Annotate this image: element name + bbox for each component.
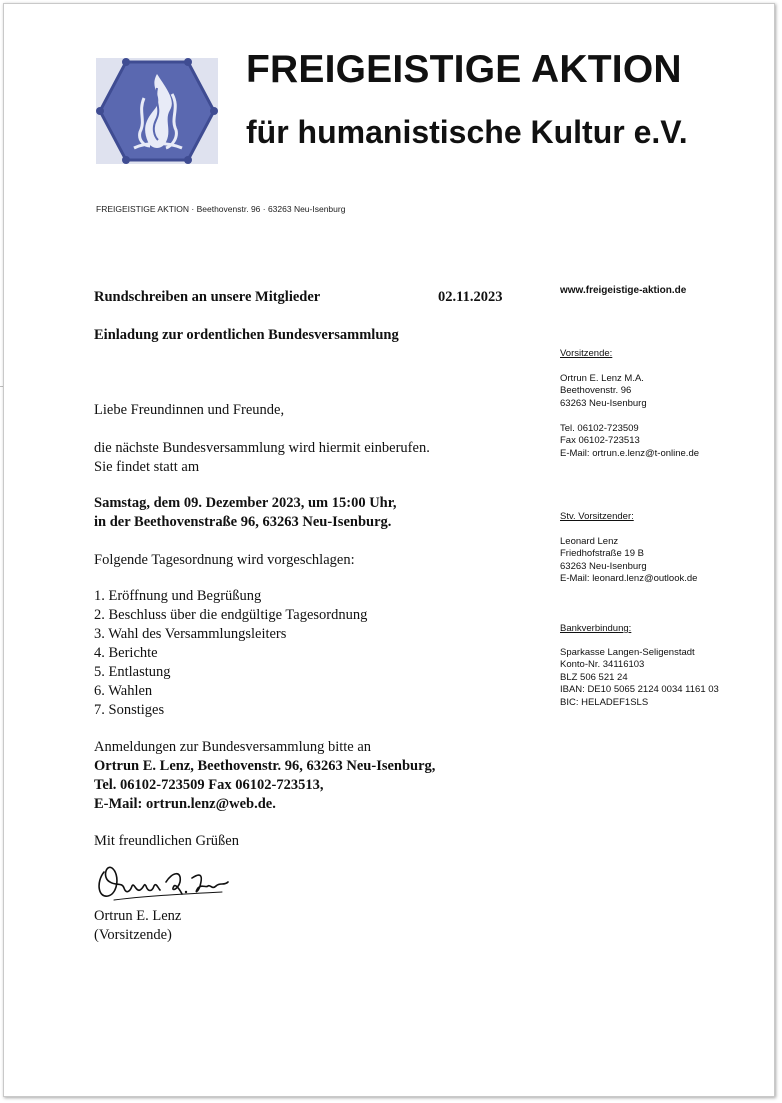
chair-address xyxy=(560,373,647,410)
bank-details xyxy=(560,647,719,709)
intro-line-1: die nächste Bundesversammlung wird hiermit einberufen. xyxy=(94,440,430,456)
registration-email: E-Mail: ortrun.lenz@web.de. xyxy=(94,796,276,812)
bank-line: Konto-Nr. 34116103 xyxy=(560,659,645,671)
registration-intro: Anmeldungen zur Bundesversammlung bitte an xyxy=(94,739,372,755)
meeting-location-line: in der Beethovenstraße 96, 63263 Neu-Isenburg. xyxy=(94,514,392,530)
letter-subject: Rundschreiben an unsere Mitglieder xyxy=(94,289,321,305)
closing: Mit freundlichen Grüßen xyxy=(94,833,239,849)
registration-phone: Tel. 06102-723509 Fax 06102-723513, xyxy=(94,777,324,793)
chair-line: Beethovenstr. 96 xyxy=(560,385,632,397)
agenda-item: 5. Entlastung xyxy=(94,664,171,680)
chair-fax: Fax 06102-723513 xyxy=(560,435,640,447)
agenda-item: 3. Wahl des Versammlungsleiters xyxy=(94,626,287,642)
bank-line: IBAN: DE10 5065 2124 0034 1161 03 xyxy=(560,684,719,696)
registration-address: Ortrun E. Lenz, Beethovenstr. 96, 63263 Neu-Isenburg, xyxy=(94,758,436,774)
hexagon-flame-logo-icon xyxy=(96,58,218,164)
chair-heading: Vorsitzende: xyxy=(560,348,613,359)
chair-line: Ortrun E. Lenz M.A. xyxy=(560,373,644,384)
chair-contact xyxy=(560,423,699,460)
signer-name: Ortrun E. Lenz xyxy=(94,908,182,924)
meeting-date-line: Samstag, dem 09. Dezember 2023, um 15:00 Uhr, xyxy=(94,495,397,511)
letter-heading: Einladung zur ordentlichen Bundesversammlung xyxy=(94,327,399,343)
chair-phone: Tel. 06102-723509 xyxy=(560,423,639,434)
deputy-heading: Stv. Vorsitzender: xyxy=(560,511,634,522)
agenda-item: 7. Sonstiges xyxy=(94,702,165,718)
agenda-item: 4. Berichte xyxy=(94,645,158,661)
deputy-address xyxy=(560,536,697,586)
deputy-line: 63263 Neu-Isenburg xyxy=(560,560,647,572)
bank-line: Sparkasse Langen-Seligenstadt xyxy=(560,647,695,658)
organization-title: FREIGEISTIGE AKTION xyxy=(246,48,682,91)
signer-role: (Vorsitzende) xyxy=(94,927,172,943)
agenda-intro: Folgende Tagesordnung wird vorgeschlagen: xyxy=(94,552,355,568)
agenda-item: 1. Eröffnung und Begrüßung xyxy=(94,588,262,604)
salutation: Liebe Freundinnen und Freunde, xyxy=(94,402,285,418)
agenda-list xyxy=(94,587,367,720)
agenda-item: 6. Wahlen xyxy=(94,683,153,699)
agenda-item: 2. Beschluss über die endgültige Tagesordnung xyxy=(94,607,368,623)
sender-line: FREIGEISTIGE AKTION · Beethovenstr. 96 · 63263 Neu-Isenburg xyxy=(96,204,346,214)
chair-line: 63263 Neu-Isenburg xyxy=(560,397,647,409)
chair-email: E-Mail: ortrun.e.lenz@t-online.de xyxy=(560,447,700,459)
intro-line-2: Sie findet statt am xyxy=(94,459,200,475)
letter-date: 02.11.2023 xyxy=(438,289,503,305)
deputy-line: E-Mail: leonard.lenz@outlook.de xyxy=(560,573,698,585)
bank-line: BLZ 506 521 24 xyxy=(560,671,628,683)
deputy-line: Friedhofstraße 19 B xyxy=(560,548,644,560)
handwritten-signature-icon xyxy=(94,852,234,908)
organization-subtitle: für humanistische Kultur e.V. xyxy=(246,114,688,150)
website-link[interactable]: www.freigeistige-aktion.de xyxy=(560,285,687,296)
deputy-line: Leonard Lenz xyxy=(560,536,619,547)
bank-line: BIC: HELADEF1SLS xyxy=(560,696,649,708)
bank-heading: Bankverbindung: xyxy=(560,623,632,634)
